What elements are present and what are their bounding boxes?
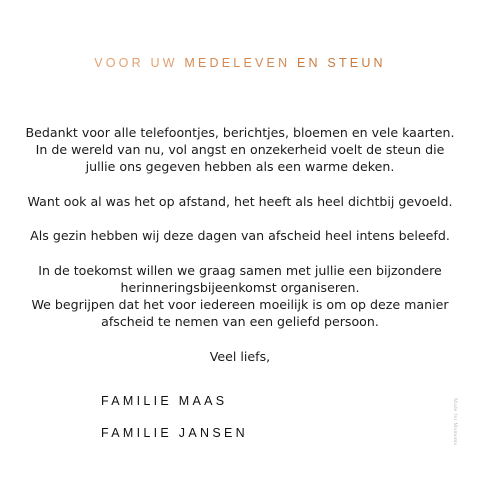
closing-line	[0, 348, 480, 365]
closing-text: Veel liefs,	[209, 348, 271, 364]
card-title	[0, 56, 480, 70]
paragraph-family	[0, 227, 480, 244]
paragraph-line: afscheid te nemen van een geliefd persoon.	[101, 314, 379, 330]
paragraph-line: In de toekomst willen we graag samen met jullie een bijzondere	[38, 262, 442, 278]
paragraph-line: In de wereld van nu, vol angst en onzekerheid voelt de steun die	[35, 142, 445, 158]
paragraph-future	[0, 262, 480, 331]
title-part-2: MEDELEVEN	[184, 56, 291, 70]
paragraph-line: jullie ons gegeven hebben als een warme deken.	[85, 159, 395, 175]
title-part-3: EN STEUN	[290, 56, 386, 70]
signature-familie-jansen: FAMILIE JANSEN	[101, 426, 248, 440]
brand-watermark: Made for Moments	[452, 398, 458, 446]
paragraph-line: We begrijpen dat het voor iedereen moeilijk is om op deze manier	[31, 296, 449, 312]
signature-familie-maas: FAMILIE MAAS	[101, 394, 228, 408]
paragraph-line: Als gezin hebben wij deze dagen van afscheid heel intens beleefd.	[30, 228, 450, 244]
paragraph-line: Bedankt voor alle telefoontjes, berichtjes, bloemen en vele kaarten.	[25, 125, 455, 140]
paragraph-distance	[0, 193, 480, 210]
paragraph-line: herinneringsbijeenkomst organiseren.	[120, 279, 360, 295]
message-body	[0, 124, 480, 382]
paragraph-thanks	[0, 124, 480, 176]
paragraph-line: Want ook al was het op afstand, het heeft als heel dichtbij gevoeld.	[27, 193, 453, 209]
title-part-1: VOOR UW	[94, 56, 185, 70]
